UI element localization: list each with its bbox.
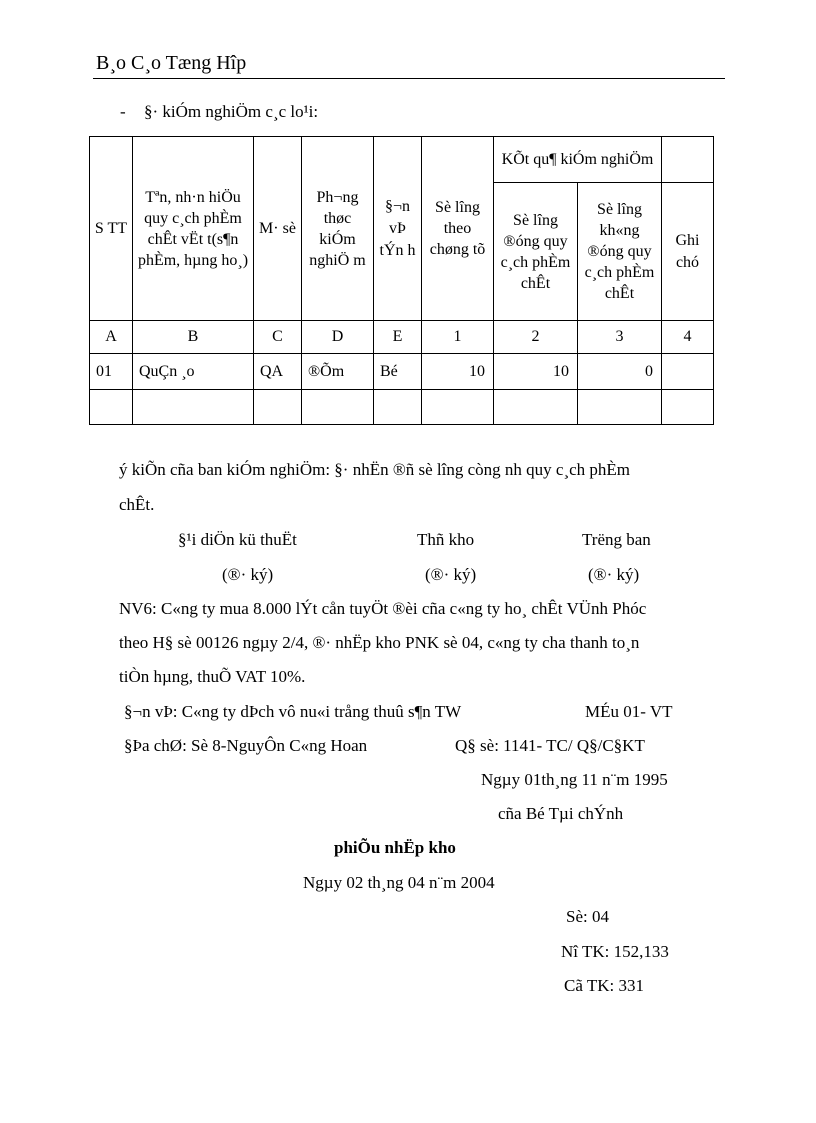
section-label: §· kiÓm nghiÖm c¸c lo¹i: [144, 102, 319, 121]
row-ok [494, 390, 578, 425]
row-name [133, 390, 254, 425]
row-name: QuÇn ¸o [133, 354, 254, 390]
nv6-line-2: theo H§ sè 00126 ngµy 2/4, ®· nhËp kho PNK sè 04, c«ng ty cha thanh to¸n [119, 633, 640, 652]
header-method: Ph¬ng thøc kiÓm nghiÖ m [302, 137, 374, 321]
header-stt: S TT [90, 137, 133, 321]
header-qty-docs: Sè lîng theo chøng tõ [422, 137, 494, 321]
row-note [662, 390, 714, 425]
form-date: Ngµy 02 th¸ng 04 n¨m 2004 [303, 873, 495, 892]
code-cell: 4 [662, 321, 714, 354]
row-stt [90, 390, 133, 425]
form-decision: Q§ sè: 1141- TC/ Q§/C§KT [455, 736, 645, 755]
nv6-line-3: tiÒn hµng, thuÕ VAT 10%. [119, 667, 306, 686]
header-ok: Sè lîng ®óng quy c¸ch phÈm chÊt [494, 183, 578, 321]
form-credit-account: Cã TK: 331 [564, 976, 644, 995]
row-unit: Bé [374, 354, 422, 390]
code-cell: C [254, 321, 302, 354]
nv6-line-1: NV6: C«ng ty mua 8.000 lÝt cån tuyÖt ®èi cña c«ng ty ho¸ chÊt VÜnh Phóc [119, 599, 647, 618]
inspection-table [89, 136, 714, 425]
row-code [254, 390, 302, 425]
header-unit: §¬n vÞ tÝn h [374, 137, 422, 321]
signature-tech-sign: (®· ký) [222, 565, 274, 584]
form-decision-date: Ngµy 01th¸ng 11 n¨m 1995 [481, 770, 668, 789]
signature-keeper-sign: (®· ký) [425, 565, 477, 584]
row-method [302, 390, 374, 425]
table-row [90, 390, 714, 425]
form-title: phiÕu nhËp kho [334, 838, 456, 857]
code-cell: D [302, 321, 374, 354]
form-unit-line: §¬n vÞ: C«ng ty dÞch vô nu«i trång thuû s¶n TW [124, 702, 462, 721]
row-not-ok [578, 390, 662, 425]
row-ok: 10 [494, 354, 578, 390]
row-unit [374, 390, 422, 425]
header-not-ok: Sè lîng kh«ng ®óng quy c¸ch phÈm chÊt [578, 183, 662, 321]
header-blank [662, 137, 714, 183]
row-code: QA [254, 354, 302, 390]
form-address: §Þa chØ: Sè 8-NguyÔn C«ng Hoan [124, 736, 368, 755]
code-cell: 3 [578, 321, 662, 354]
header-result-group: KÕt qu¶ kiÓm nghiÖm [494, 137, 662, 183]
form-ministry: cña Bé Tµi chÝnh [498, 804, 624, 823]
code-cell: A [90, 321, 133, 354]
row-note [662, 354, 714, 390]
signature-head-title: Trëng ban [582, 530, 651, 549]
form-number: Sè: 04 [566, 907, 609, 926]
header-code: M· sè [254, 137, 302, 321]
header-name: Tªn, nh·n hiÖu quy c¸ch phÈm chÊt vËt t(s¶n phÈm, hµng ho¸) [133, 137, 254, 321]
signature-head-sign: (®· ký) [588, 565, 640, 584]
row-method: ®Õm [302, 354, 374, 390]
code-cell: E [374, 321, 422, 354]
opinion-line-1: ý kiÕn cña ban kiÓm nghiÖm: §· nhËn ®ñ sè lîng còng nh quy c¸ch phÈm [119, 460, 631, 479]
signature-tech-title: §¹i diÖn kü thuËt [178, 530, 297, 549]
section-bullet: - [120, 102, 126, 121]
header-note: Ghi chó [662, 183, 714, 321]
row-not-ok: 0 [578, 354, 662, 390]
page-header-title: B¸o C¸o Tæng Hîp [96, 52, 247, 74]
table-row [90, 354, 714, 390]
code-row [90, 321, 714, 354]
code-cell: B [133, 321, 254, 354]
signature-keeper-title: Thñ kho [417, 530, 475, 549]
row-stt: 01 [90, 354, 133, 390]
row-qty-docs [422, 390, 494, 425]
form-code: MÉu 01- VT [585, 702, 673, 721]
header-rule [93, 78, 725, 79]
row-qty-docs: 10 [422, 354, 494, 390]
code-cell: 2 [494, 321, 578, 354]
opinion-line-2: chÊt. [119, 495, 155, 514]
code-cell: 1 [422, 321, 494, 354]
form-debit-account: Nî TK: 152,133 [561, 942, 669, 961]
